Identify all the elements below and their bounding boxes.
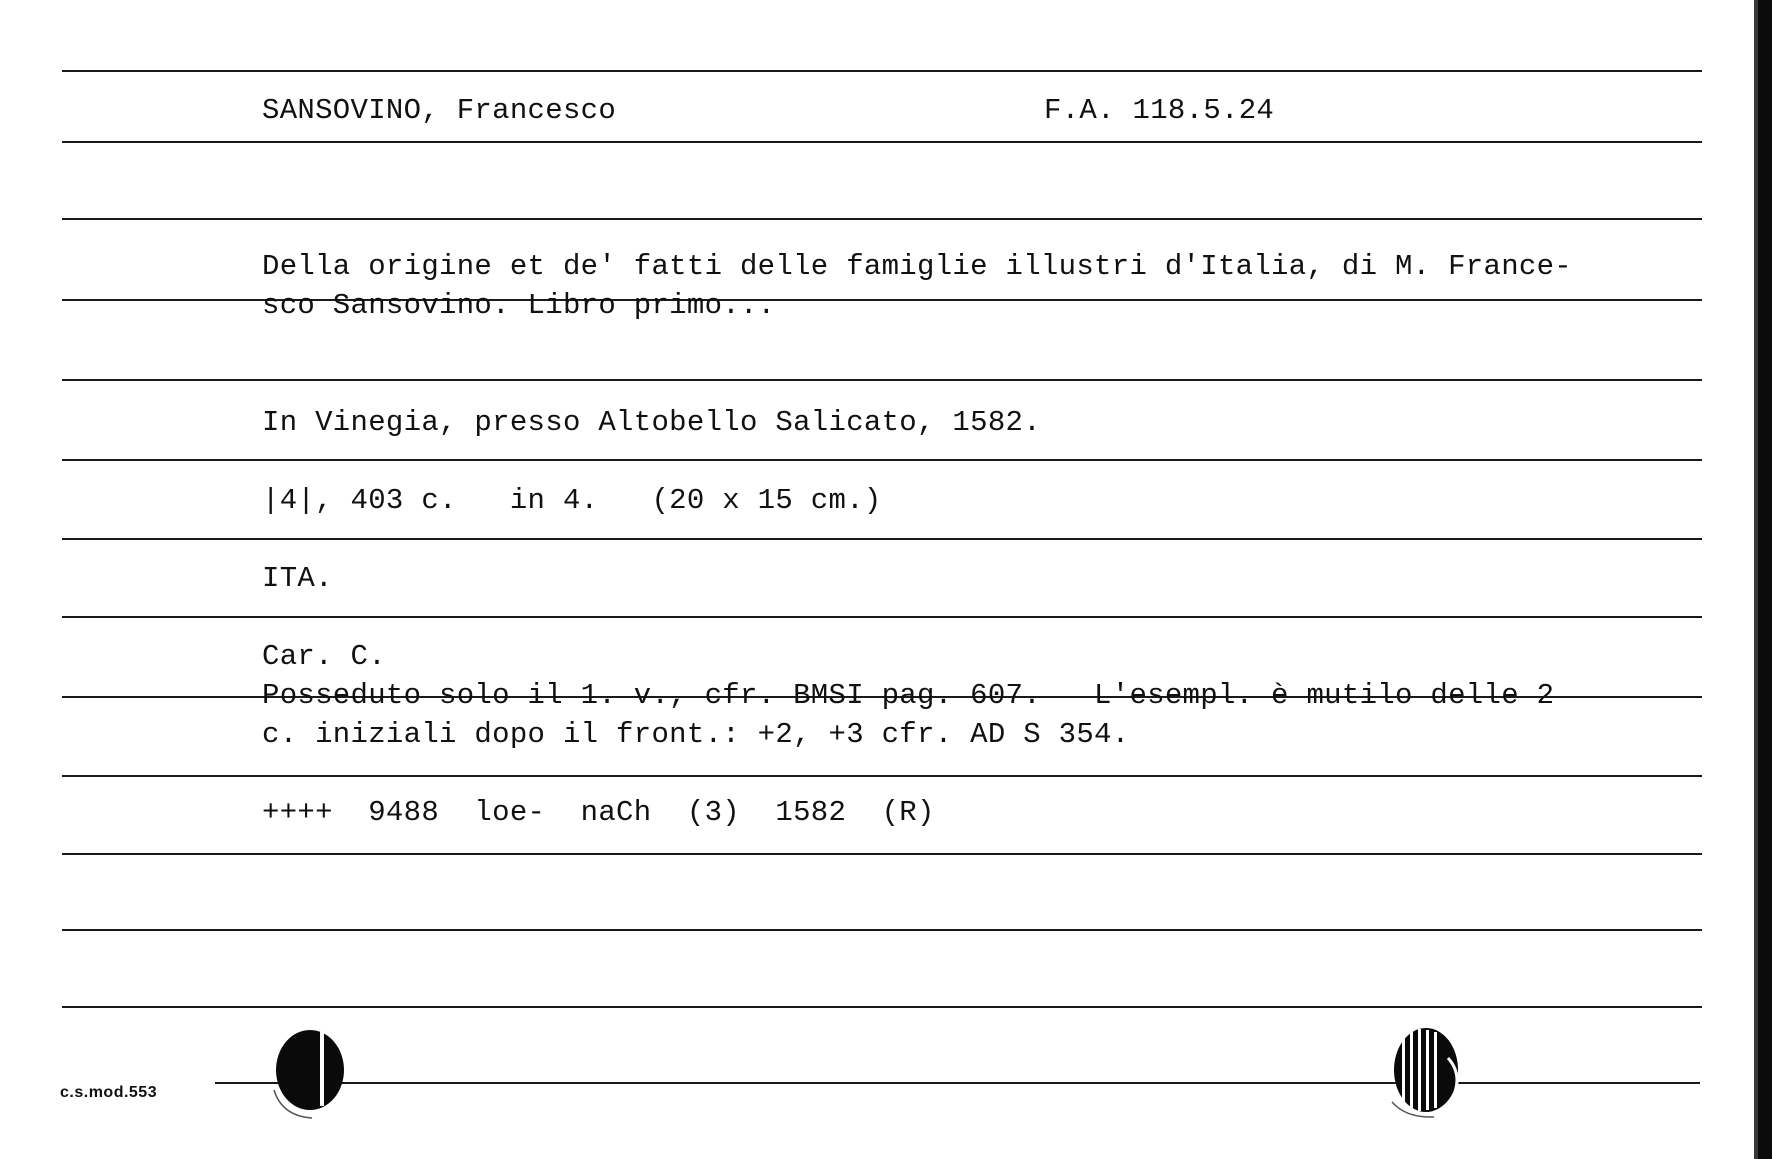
- author-heading: SANSOVINO, Francesco: [262, 94, 617, 127]
- scan-edge: [1758, 0, 1772, 1159]
- fingerprint: ++++ 9488 loe- naCh (3) 1582 (R): [262, 796, 935, 829]
- ruled-line: [62, 379, 1702, 381]
- ruled-line: [62, 1006, 1702, 1008]
- notes-line-2: Posseduto solo il 1. v., cfr. BMSI pag. 607. L'esempl. è mutilo delle 2: [262, 679, 1555, 712]
- collation: |4|, 403 c. in 4. (20 x 15 cm.): [262, 484, 882, 517]
- ruled-line: [62, 853, 1702, 855]
- ruled-line: [62, 70, 1702, 72]
- title-line-2: sco Sansovino. Libro primo...: [262, 289, 776, 322]
- imprint: In Vinegia, presso Altobello Salicato, 1582.: [262, 406, 1041, 439]
- notes-line-1: Car. C.: [262, 640, 386, 673]
- title-line-1: Della origine et de' fatti delle famiglie illustri d'Italia, di M. France-: [262, 250, 1573, 283]
- ruled-line: [62, 775, 1702, 777]
- ruled-line: [62, 218, 1702, 220]
- ruled-line: [62, 616, 1702, 618]
- ruled-line: [62, 929, 1702, 931]
- form-code: c.s.mod.553: [60, 1084, 158, 1101]
- ruled-line: [62, 538, 1702, 540]
- shelfmark: F.A. 118.5.24: [1044, 94, 1275, 127]
- binder-hole-left: [262, 1020, 362, 1120]
- ruled-line: [62, 141, 1702, 143]
- binder-hole-right: [1378, 1018, 1478, 1118]
- notes-line-3: c. iniziali dopo il front.: +2, +3 cfr. AD S 354.: [262, 718, 1130, 751]
- ruled-line: [62, 459, 1702, 461]
- language: ITA.: [262, 562, 333, 595]
